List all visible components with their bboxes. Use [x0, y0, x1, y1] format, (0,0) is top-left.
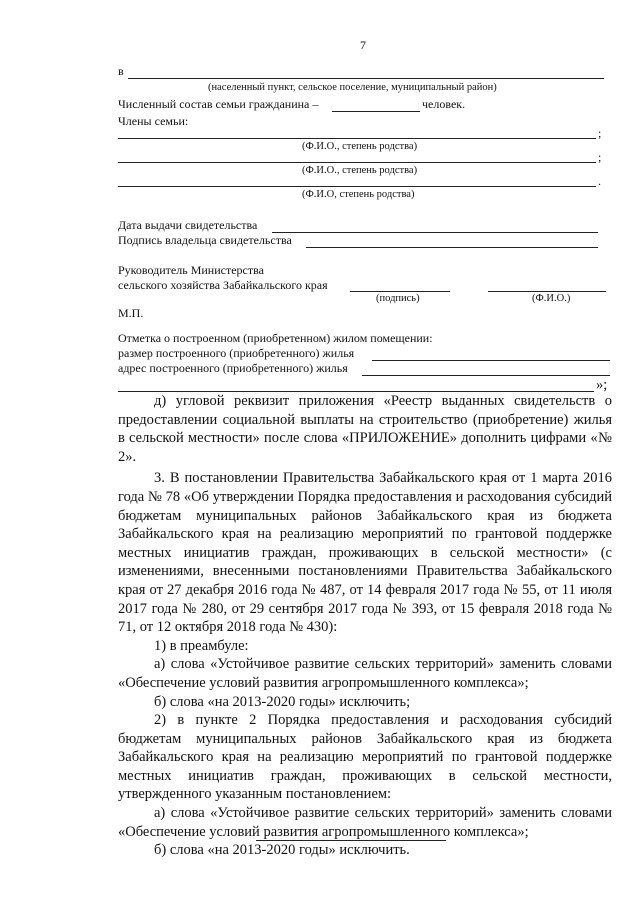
- family-count-label: Численный состав семьи гражданина –: [118, 97, 319, 111]
- paragraph-3-2-a: а) слова «Устойчивое развитие сельских территорий» заменить словами «Обеспечение условий развития агропромышленного комплекса»;: [118, 805, 612, 840]
- housing-size-label: размер построенного (приобретенного) жилья: [118, 346, 355, 360]
- owner-signature-field: [306, 247, 598, 248]
- housing-address-field: [362, 375, 610, 376]
- family-count-suffix: человек.: [422, 97, 466, 111]
- member-row-end: .: [598, 174, 601, 188]
- family-count-field: [332, 111, 420, 112]
- place-caption: (населенный пункт, сельское поселение, муниципальный район): [208, 82, 497, 93]
- owner-signature-label: Подпись владельца свидетельства: [118, 233, 292, 247]
- paragraph-3-1-a: а) слова «Устойчивое развитие сельских территорий» заменить словами «Обеспечение условий развития агропромышленного комплекса»;: [118, 656, 612, 691]
- name-caption: (Ф.И.О.): [532, 293, 571, 304]
- place-field: [128, 78, 604, 79]
- member-caption: (Ф.И.О, степень родства): [302, 189, 415, 200]
- head-name-field: [488, 291, 606, 292]
- amendment-text: [118, 392, 612, 860]
- signature-caption: (подпись): [376, 293, 420, 304]
- member-caption: (Ф.И.О., степень родства): [302, 165, 418, 176]
- paragraph-3: 3. В постановлении Правительства Забайкальского края от 1 марта 2016 года № 78 «Об утверждении Порядка предоставления и расходования субсидий бюджетам муниципальных районов Забайкальского края из бюджета Забайкальского края на реализацию мероприятий по грантовой поддержке местных инициатив граждан, проживающих в сельской местности» (с изменениями, внесенными постановлениями Правительства Забайкальского края от 27 декабря 2016 года № 487, от 14 февраля 2017 года № 55, от 11 июля 2017 года № 280, от 29 сентября 2017 года № 393, от 15 февраля 2018 года № 71, от 12 октября 2018 года № 430):: [118, 470, 612, 636]
- issue-date-field: [272, 232, 598, 233]
- paragraph-3-2: 2) в пункте 2 Порядка предоставления и расходования субсидий бюджетам муниципальных районов Забайкальского края из бюджета Забайкальского края на реализацию мероприятий по грантовой поддержке местных инициатив граждан, проживающих в сельской местности, утвержденного указанным постановлением:: [118, 712, 612, 803]
- place-prefix: в: [118, 64, 124, 78]
- paragraph-3-1-b: б) слова «на 2013-2020 годы» исключить;: [154, 693, 411, 710]
- member-row-end: ;: [598, 126, 602, 140]
- family-members-label: Члены семьи:: [118, 114, 189, 128]
- member-field: [118, 186, 596, 187]
- paragraph-3-2-b: б) слова «на 2013-2020 годы» исключить.: [154, 842, 410, 859]
- head-signature-field: [350, 291, 450, 292]
- end-separator: [256, 840, 446, 841]
- housing-address-label: адрес построенного (приобретенного) жилья: [118, 361, 348, 375]
- paragraph-d: д) угловой реквизит приложения «Реестр выданных свидетельств о предоставлении социальной выплаты на строительство (приобретение) жилья в сельской местности» после слова «ПРИЛОЖЕНИЕ» дополнить цифрами «№ 2».: [118, 393, 612, 465]
- member-field: [118, 162, 596, 163]
- stamp-label: М.П.: [118, 306, 144, 320]
- paragraph-3-1: 1) в преамбуле:: [154, 637, 249, 654]
- housing-note: Отметка о построенном (приобретенном) жилом помещении:: [118, 331, 433, 345]
- member-caption: (Ф.И.О., степень родства): [302, 141, 418, 152]
- member-row-end: ;: [598, 150, 602, 164]
- head-title-line1: Руководитель Министерства: [118, 263, 264, 277]
- housing-size-field: [372, 360, 610, 361]
- closing-mark: »;: [596, 377, 608, 393]
- head-title-line2: сельского хозяйства Забайкальского края: [118, 278, 328, 292]
- member-field: [118, 138, 596, 139]
- issue-date-label: Дата выдачи свидетельства: [118, 218, 258, 232]
- page-number: 7: [360, 38, 366, 52]
